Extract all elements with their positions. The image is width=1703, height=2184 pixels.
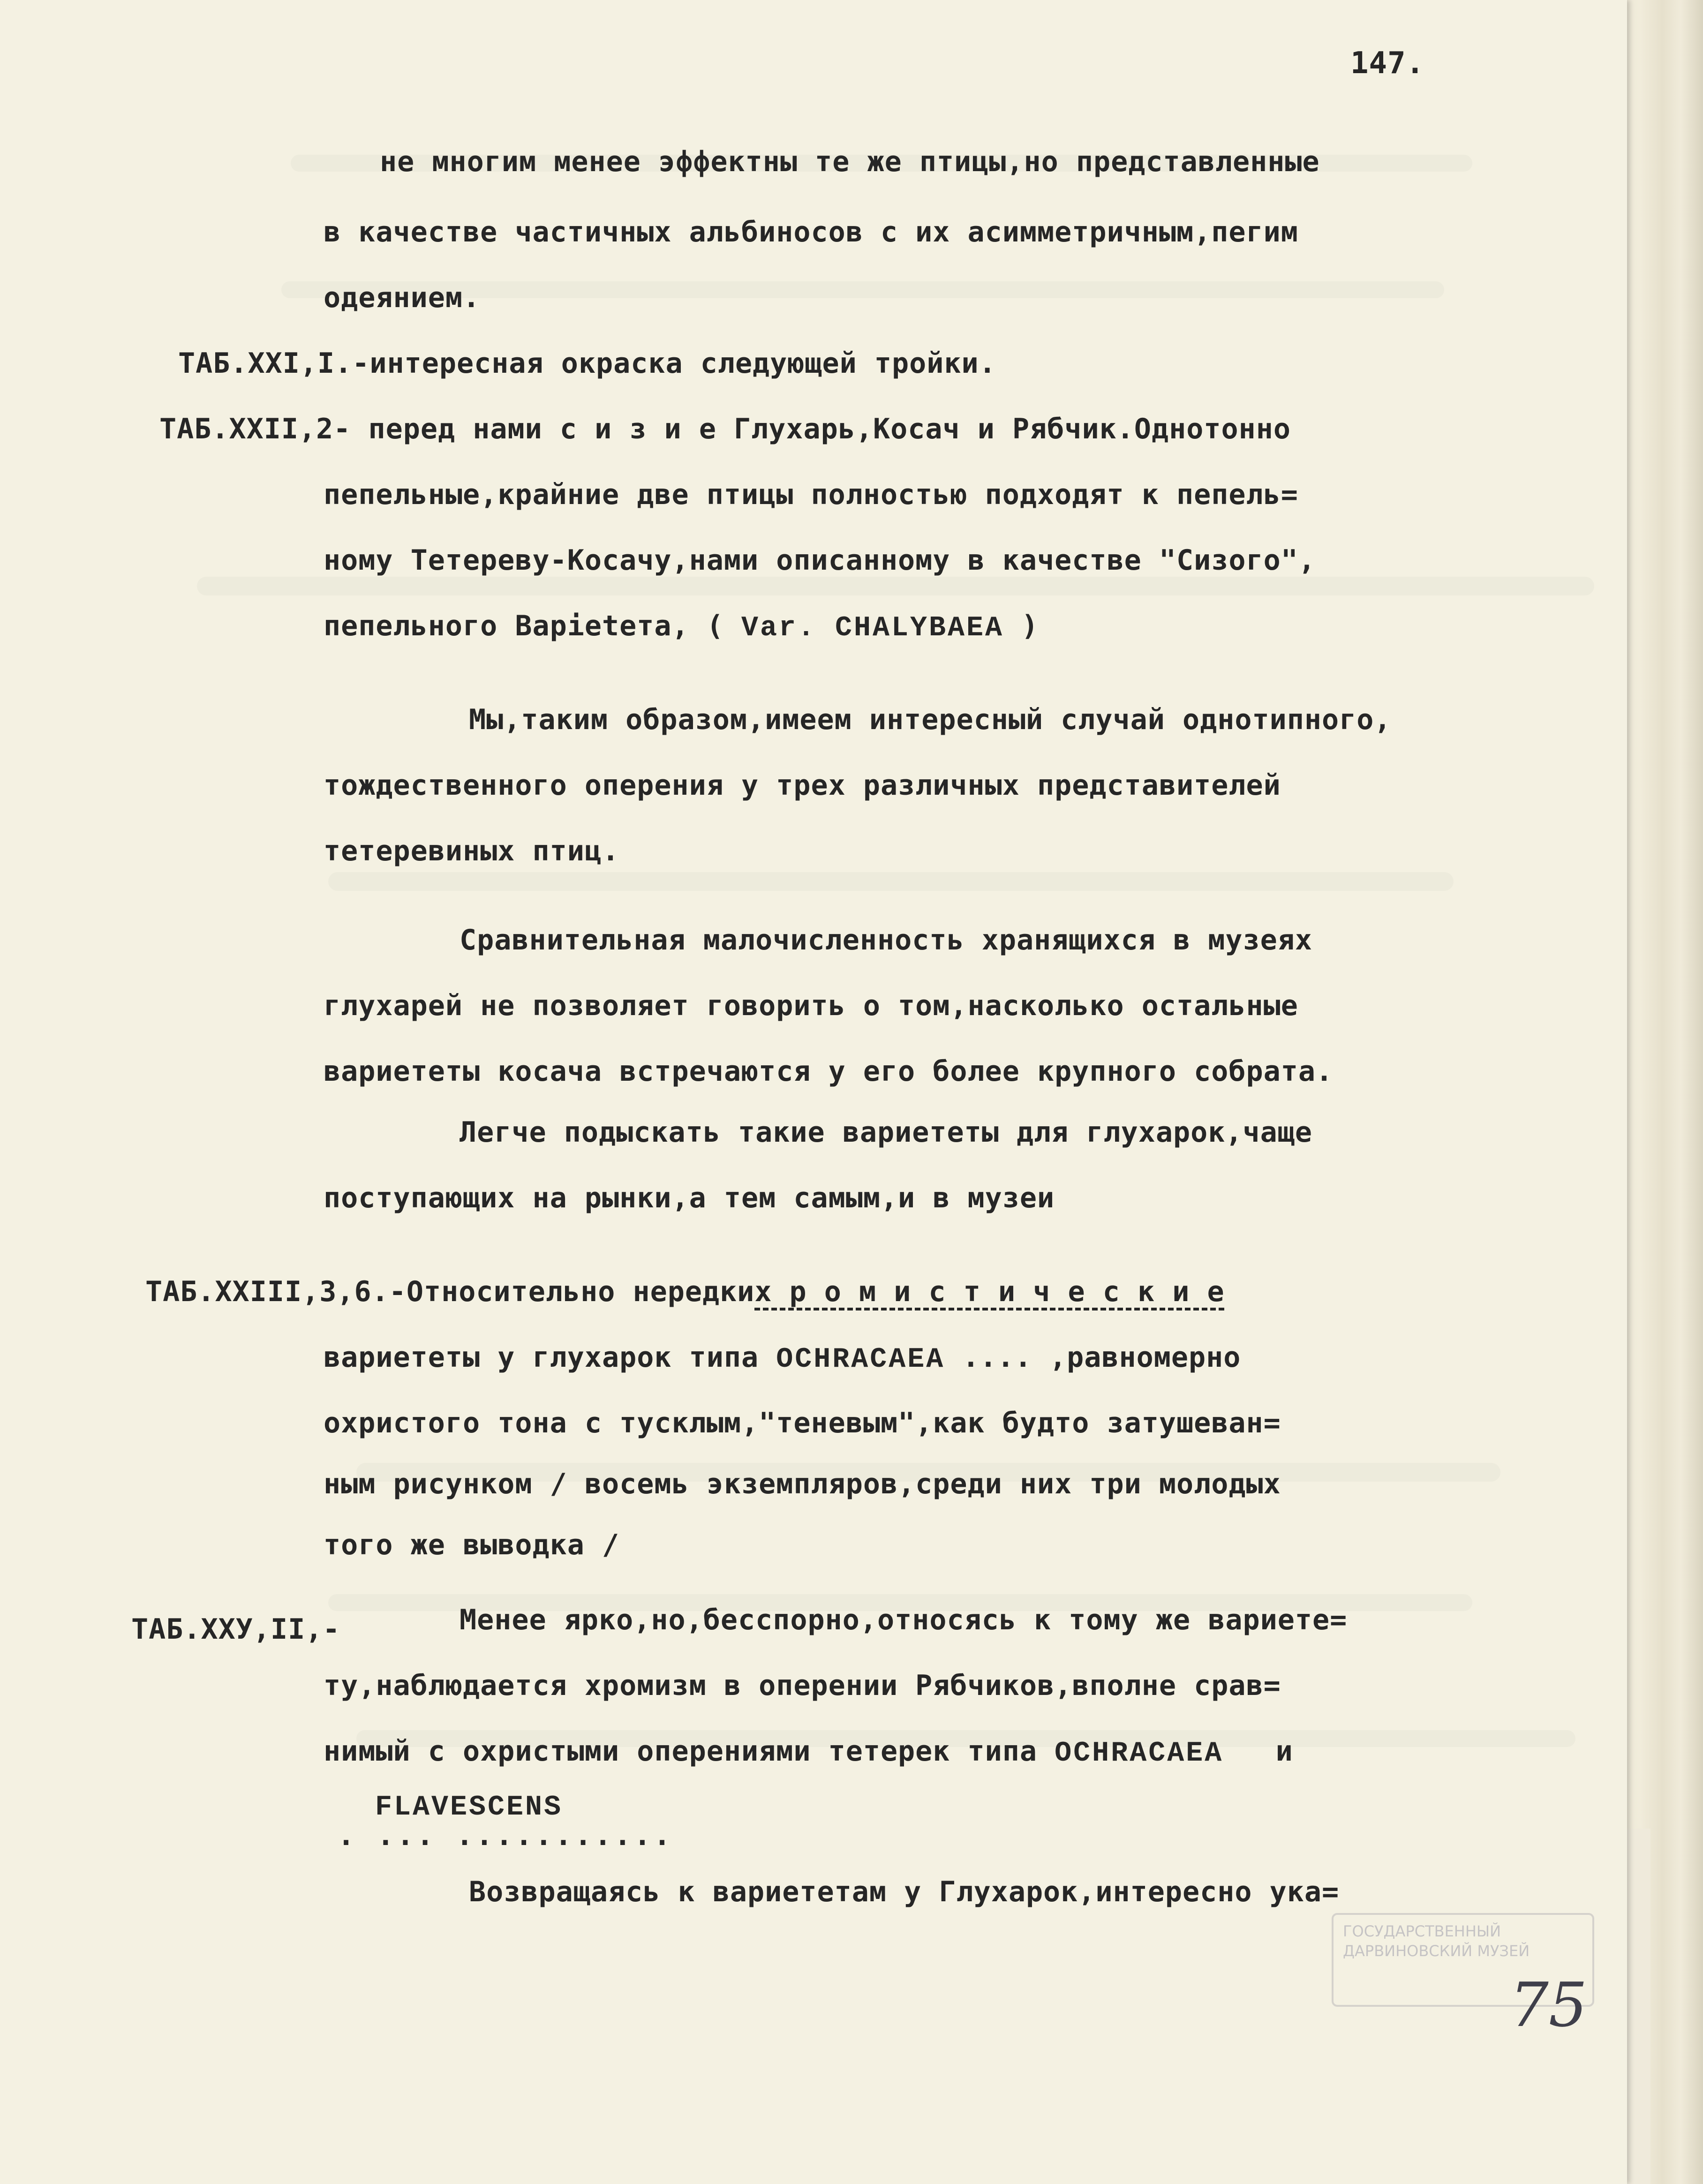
table-reference: ТАБ.ХХУ,II,- <box>131 1613 340 1646</box>
text-line: в качестве частичных альбиносов с их асимметричным,пегим <box>324 216 1298 249</box>
text-line <box>324 1735 1293 1770</box>
spaced-term: х р о м и с т и ч е с к и е <box>754 1275 1225 1308</box>
text-line: ному Тетереву-Косачу,нами описанному в качестве "Сизого", <box>324 544 1316 577</box>
text-line: ТАБ.ХХI,I.-интересная окраска следующей тройки. <box>178 347 996 380</box>
page-number: 147. <box>1350 46 1425 81</box>
text-line: тетеревиных птиц. <box>324 835 620 867</box>
text-line <box>145 1275 1225 1308</box>
text-line: ту,наблюдается хромизм в оперении Рябчиков,вполне срав= <box>324 1669 1281 1702</box>
text-line: Возвращаясь к вариететам у Глухарок,интересно ука= <box>469 1875 1340 1908</box>
text-line: ТАБ.ХХII,2- перед нами с и з и е Глухарь,Косач и Рябчик.Однотонно <box>159 413 1291 445</box>
text-line: ным рисунком / восемь экземпляров,среди них три молодых <box>324 1468 1281 1500</box>
ellipsis-line: . ... ........... <box>338 1819 674 1852</box>
text-line: одеянием. <box>324 281 481 314</box>
bleed-through <box>328 872 1454 891</box>
text-line: тождественного оперения у трех различных представителей <box>324 769 1281 802</box>
latin-term: OCHRACAEA <box>776 1344 945 1376</box>
stamp-line: ДАРВИНОВСКИЙ МУЗЕЙ <box>1343 1942 1530 1960</box>
text-line: Менее ярко,но,бесспорно,относясь к тому же вариете= <box>460 1604 1348 1636</box>
text-segment: и <box>1223 1735 1293 1768</box>
text-line: не многим менее эффектны те же птицы,но представленные <box>380 145 1320 178</box>
text-line: поступающих на рынки,а тем самым,и в музеи <box>324 1182 1055 1214</box>
text-segment: ) <box>1004 610 1039 642</box>
text-line: глухарей не позволяет говорить о том,насколько остальные <box>324 989 1298 1022</box>
text-segment: .... ,равномерно <box>945 1341 1241 1374</box>
latin-term: OCHRACAEA <box>1055 1738 1224 1770</box>
text-line: Легче подыскать такие вариететы для глухарок,чаще <box>460 1116 1313 1149</box>
bleed-through <box>197 577 1594 595</box>
text-line <box>324 1341 1241 1376</box>
text-segment: вариететы у глухарок типа <box>324 1341 776 1374</box>
text-line: Сравнительная малочисленность хранящихся в музеях <box>460 924 1313 956</box>
text-line: Мы,таким образом,имеем интересный случай однотипного, <box>469 703 1392 736</box>
text-segment: пепельного Варietета, ( <box>324 610 741 642</box>
text-line: вариететы косача встречаются у его более крупного собрата. <box>324 1055 1334 1088</box>
text-line: того же выводка / <box>324 1529 620 1561</box>
text-line <box>324 610 1039 645</box>
text-line: пепельные,крайние две птицы полностью подходят к пепель= <box>324 478 1298 511</box>
text-line: охристого тона с тусклым,"теневым",как будто затушеван= <box>324 1407 1281 1439</box>
latin-term: FLAVESCENS <box>375 1792 563 1823</box>
stamp-line: ГОСУДАРСТВЕННЫЙ <box>1343 1922 1501 1940</box>
text-segment: нимый с охристыми оперениями тетерек типа <box>324 1735 1055 1768</box>
latin-term: Var. CHALYBAEA <box>741 612 1004 644</box>
text-segment: ТАБ.ХХIII,3,6.-Относительно нередки <box>145 1275 755 1308</box>
handwritten-folio-number: 75 <box>1510 1969 1588 2041</box>
